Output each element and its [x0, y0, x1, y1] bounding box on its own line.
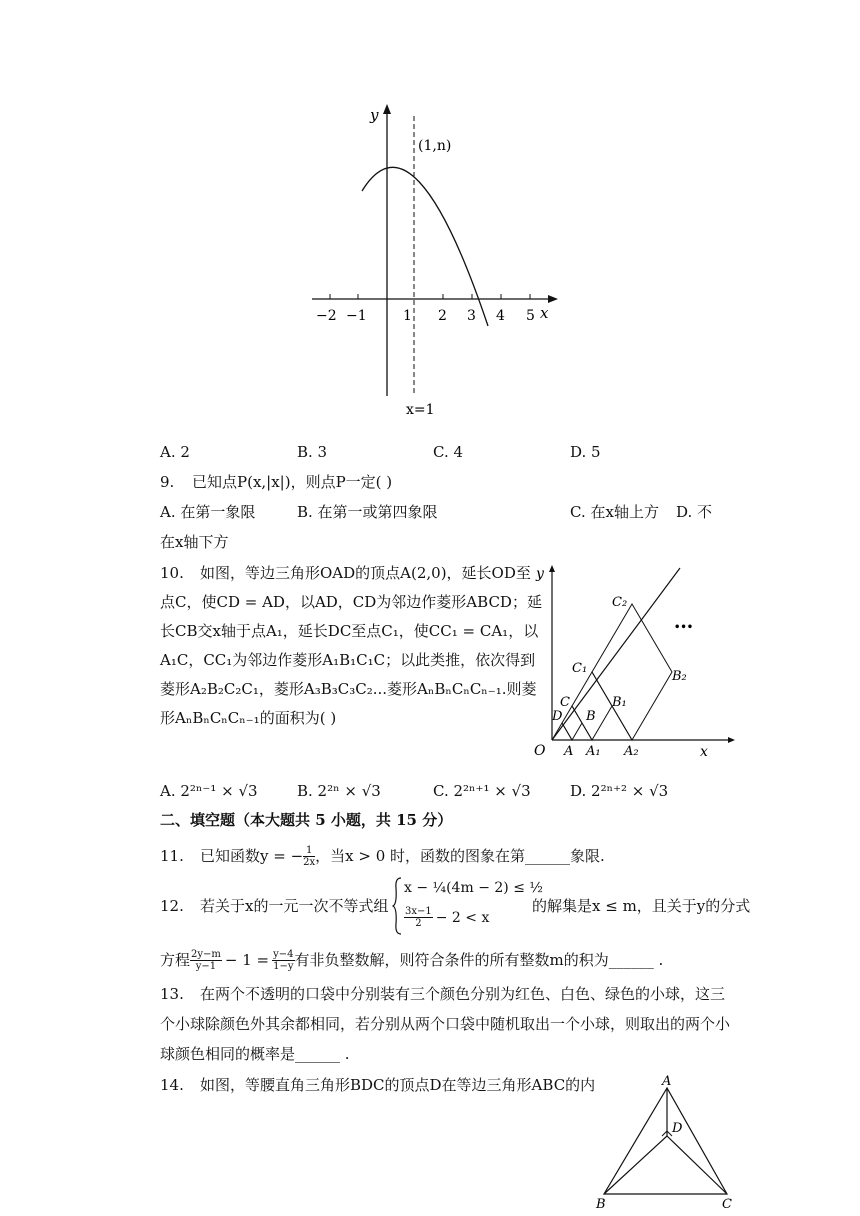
q10-line: 如图，等边三角形OAD的顶点A(2,0)，延长OD至: [200, 564, 531, 582]
q8-option-d: D. 5: [570, 443, 601, 461]
q12-eq-right-num: y−4: [273, 948, 294, 960]
triangle-figure: [592, 1072, 742, 1212]
q12-eq-mid: − 1 =: [224, 951, 270, 969]
graph1-tick-label: 3: [467, 308, 476, 324]
fig10-x-label: x: [700, 744, 708, 760]
q12-inequality-system: [392, 876, 543, 936]
fig10-b2-label: B₂: [672, 669, 687, 684]
q12-line2: [160, 943, 663, 977]
fig10-dots: •••: [674, 622, 694, 633]
section-title: 二、填空题（本大题共 5 小题，共 15 分）: [160, 811, 453, 829]
brace-icon: [392, 876, 402, 936]
q8-option-a: A. 2: [160, 443, 190, 461]
q10-option-d: D. 2²ⁿ⁺² × √3: [570, 782, 669, 800]
q12-eq-right-den: 1−y: [273, 960, 294, 972]
fig10-c2-label: C₂: [612, 595, 628, 610]
graph1-tick-label: 5: [526, 308, 535, 324]
q8-option-b: B. 3: [297, 443, 328, 461]
q12-post: 的解集是x ≤ m，且关于y的分式: [532, 897, 751, 915]
graph1-vertex-label: (1,n): [418, 138, 452, 154]
fig10-a2-label: A₂: [624, 744, 639, 759]
q13-line: 球颜色相同的概率是______ .: [160, 1045, 350, 1063]
q13-line: 个小球除颜色外其余都相同，若分别从两个口袋中随机取出一个小球，则取出的两个小: [160, 1015, 731, 1033]
parabola-graph: [300, 96, 570, 426]
q9-option-c: C. 在x轴上方: [570, 503, 659, 521]
q11-pre: 已知函数y = −: [200, 847, 304, 865]
graph1-tick-label: −1: [346, 308, 367, 324]
q12-line2-post: 有非负整数解，则符合条件的所有整数m的积为______ .: [294, 951, 664, 969]
q10-line: 形AₙBₙCₙCₙ₋₁的面积为( ): [160, 709, 337, 727]
graph1-axis-line-label: x=1: [406, 402, 435, 418]
q10-line: 点C，使CD = AD，以AD，CD为邻边作菱形ABCD；延: [160, 593, 542, 611]
q11-fraction: [303, 845, 315, 868]
q14-text: 如图，等腰直角三角形BDC的顶点D在等边三角形ABC的内: [200, 1076, 596, 1094]
fig10-a1-label: A₁: [586, 744, 601, 759]
q11-frac-den: 2x: [303, 856, 316, 868]
fig10-b1-label: B₁: [612, 695, 627, 710]
q11-post: ，当x > 0 时，函数的图象在第______象限.: [315, 847, 605, 865]
q9-number: 9.: [160, 473, 175, 491]
q12-eq-right: [272, 949, 294, 972]
q12-eq-left-num: 2y−m: [191, 948, 221, 960]
q10-option-a: A. 2²ⁿ⁻¹ × √3: [160, 782, 258, 800]
q8-option-c: C. 4: [433, 443, 464, 461]
graph1-tick-label: 1: [403, 308, 412, 324]
q12-eq-left: [190, 949, 222, 972]
q12-ineq2-num: 3x−1: [405, 906, 432, 917]
q12-eq-left-den: y−1: [195, 960, 217, 972]
fig14-d-label: D: [672, 1121, 683, 1136]
rhombus-sequence-figure: [528, 560, 743, 760]
q9-text: 已知点P(x,|x|)，则点P一定( ): [192, 473, 393, 491]
q9-option-d-continued: 在x轴下方: [160, 533, 229, 551]
q12-ineq2-frac: [404, 906, 433, 929]
fig10-y-label: y: [536, 566, 544, 582]
q12-line2-pre: 方程: [160, 951, 191, 969]
q13-number: 13.: [160, 985, 184, 1003]
fig10-b-label: B: [586, 709, 596, 724]
fig14-a-label: A: [662, 1074, 672, 1089]
fig10-d-label: D: [552, 709, 563, 724]
q12-ineq2-den: 2: [415, 918, 422, 929]
q9-option-b: B. 在第一或第四象限: [297, 503, 438, 521]
fig10-c1-label: C₁: [572, 661, 588, 676]
q11-frac-num: 1: [303, 845, 315, 857]
q11-number: 11.: [160, 847, 184, 865]
graph1-tick-label: 2: [438, 308, 447, 324]
q10-number: 10.: [160, 564, 184, 582]
q9-option-a: A. 在第一象限: [160, 503, 256, 521]
q10-line: 菱形A₂B₂C₂C₁，菱形A₃B₃C₃C₂...菱形AₙBₙCₙCₙ₋₁.则菱: [160, 680, 537, 698]
q12-ineq2-rest: − 2 < x: [435, 909, 490, 926]
q10-line: A₁C，CC₁为邻边作菱形A₁B₁C₁C；以此类推，依次得到: [160, 651, 536, 669]
q12-number: 12.: [160, 897, 184, 915]
graph1-tick-label: −2: [316, 308, 337, 324]
q12-ineq2: [404, 906, 489, 929]
q13-line: 在两个不透明的口袋中分别装有三个颜色分别为红色、白色、绿色的小球，这三: [200, 985, 726, 1003]
graph1-x-label: x: [540, 304, 549, 322]
q10-line: 长CB交x轴于点A₁，延长DC至点C₁，使CC₁ = CA₁，以: [160, 622, 539, 640]
fig10-a-label: A: [564, 744, 574, 759]
fig10-c-label: C: [560, 695, 570, 710]
q14-number: 14.: [160, 1076, 184, 1094]
fig10-o-label: O: [534, 743, 546, 759]
q10-option-b: B. 2²ⁿ × √3: [297, 782, 381, 800]
q12-pre: 若关于x的一元一次不等式组: [200, 897, 389, 915]
q12-ineq1: x − ¼(4m − 2) ≤ ½: [404, 880, 543, 896]
graph1-y-label: y: [370, 106, 379, 124]
q9-option-d: D. 不: [676, 503, 713, 521]
graph1-tick-label: 4: [496, 308, 505, 324]
fig14-c-label: C: [722, 1197, 732, 1212]
q11-text: [200, 840, 605, 872]
fig14-b-label: B: [596, 1197, 606, 1212]
q10-option-c: C. 2²ⁿ⁺¹ × √3: [433, 782, 531, 800]
